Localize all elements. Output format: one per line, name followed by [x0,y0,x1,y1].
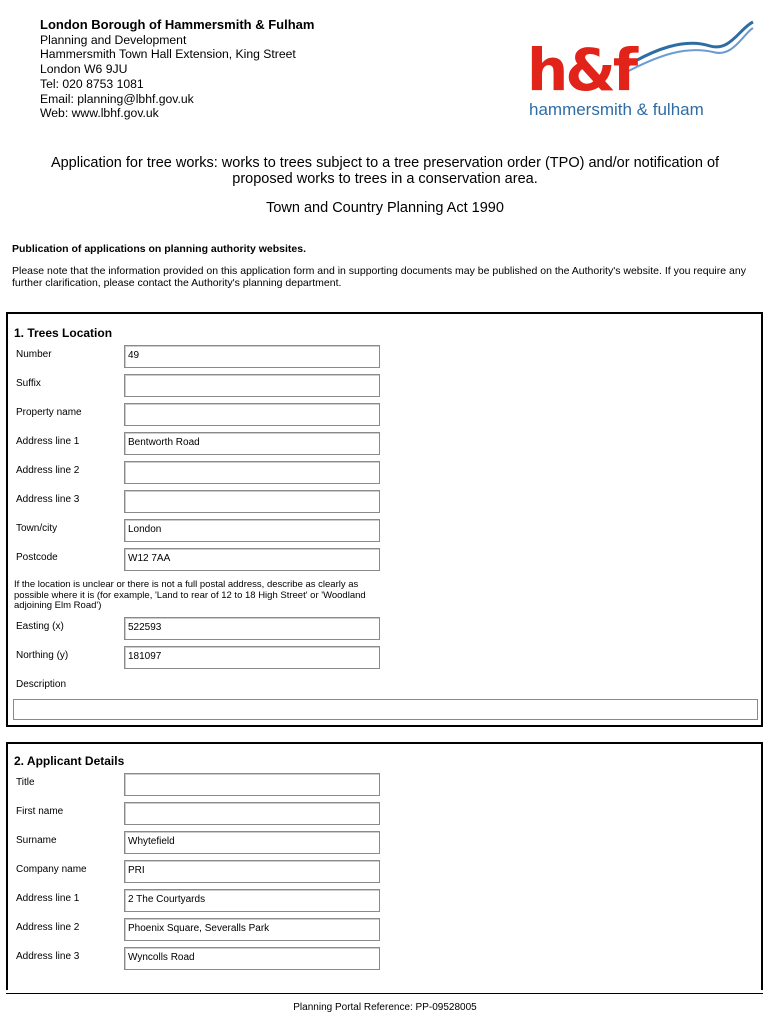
publication-heading: Publication of applications on planning authority websites. [12,243,307,255]
applicant-address-line-2-field[interactable]: Phoenix Square, Severalls Park [124,918,380,941]
address-line-1-field[interactable]: Bentworth Road [124,432,380,455]
section-heading: 2. Applicant Details [14,754,125,768]
field-label: Title [16,777,35,788]
section-applicant-details [6,742,763,990]
northing-field[interactable]: 181097 [124,646,380,669]
section-trees-location [6,312,763,727]
applicant-address-line-3-field[interactable]: Wyncolls Road [124,947,380,970]
address-line-1: Hammersmith Town Hall Extension, King Street [40,47,296,62]
company-name-field[interactable]: PRI [124,860,380,883]
footer-divider [6,993,763,994]
postcode-field[interactable]: W12 7AA [124,548,380,571]
website: Web: www.lbhf.gov.uk [40,106,159,121]
number-field[interactable]: 49 [124,345,380,368]
field-label: Company name [16,864,87,875]
field-label: Address line 3 [16,494,80,505]
first-name-field[interactable] [124,802,380,825]
hf-logo [525,18,757,124]
easting-field[interactable]: 522593 [124,617,380,640]
act-title: Town and Country Planning Act 1990 [266,200,504,216]
title-field[interactable] [124,773,380,796]
field-label: Town/city [16,523,58,534]
council-address-block [40,18,314,121]
form-title: Application for tree works: works to trees subject to a tree preservation order (TPO) and/or notification of proposed works to trees in a conservation area. [50,155,720,187]
applicant-address-line-1-field[interactable]: 2 The Courtyards [124,889,380,912]
field-label: Address line 2 [16,465,80,476]
publication-text: Please note that the information provided on this application form and in supporting documents may be published on the Authority's website. If you require any further clarification, please contact the Authority's planning department. [12,265,746,289]
field-label: Address line 3 [16,951,80,962]
section-heading: 1. Trees Location [14,326,113,340]
field-label: Address line 1 [16,436,80,447]
logo-text: hammersmith & fulham [529,100,704,119]
surname-field[interactable]: Whytefield [124,831,380,854]
field-label: Northing (y) [16,650,69,661]
location-note: If the location is unclear or there is not a full postal address, describe as clearly as possible where it is (for example, 'Land to rear of 12 to 18 High Street' or 'Woodland adjoining Elm Road') [14,579,366,611]
field-label: Number [16,349,52,360]
field-label: Surname [16,835,57,846]
river-swoosh-icon [615,18,755,78]
field-label: Description [16,679,67,690]
field-label: First name [16,806,64,817]
logo-mark: h&f [527,36,636,104]
address-line-3-field[interactable] [124,490,380,513]
department: Planning and Development [40,32,187,47]
field-label: Property name [16,407,82,418]
property-name-field[interactable] [124,403,380,426]
town-city-field[interactable]: London [124,519,380,542]
field-label: Suffix [16,378,41,389]
suffix-field[interactable] [124,374,380,397]
email: Email: planning@lbhf.gov.uk [40,91,194,106]
field-label: Easting (x) [16,621,64,632]
address-line-2: London W6 9JU [40,62,128,77]
field-label: Postcode [16,552,58,563]
description-field[interactable] [13,699,758,720]
telephone: Tel: 020 8753 1081 [40,76,144,91]
field-label: Address line 2 [16,922,80,933]
planning-portal-reference: Planning Portal Reference: PP-09528005 [293,1002,477,1013]
field-label: Address line 1 [16,893,80,904]
address-line-2-field[interactable] [124,461,380,484]
council-name: London Borough of Hammersmith & Fulham [40,17,315,32]
